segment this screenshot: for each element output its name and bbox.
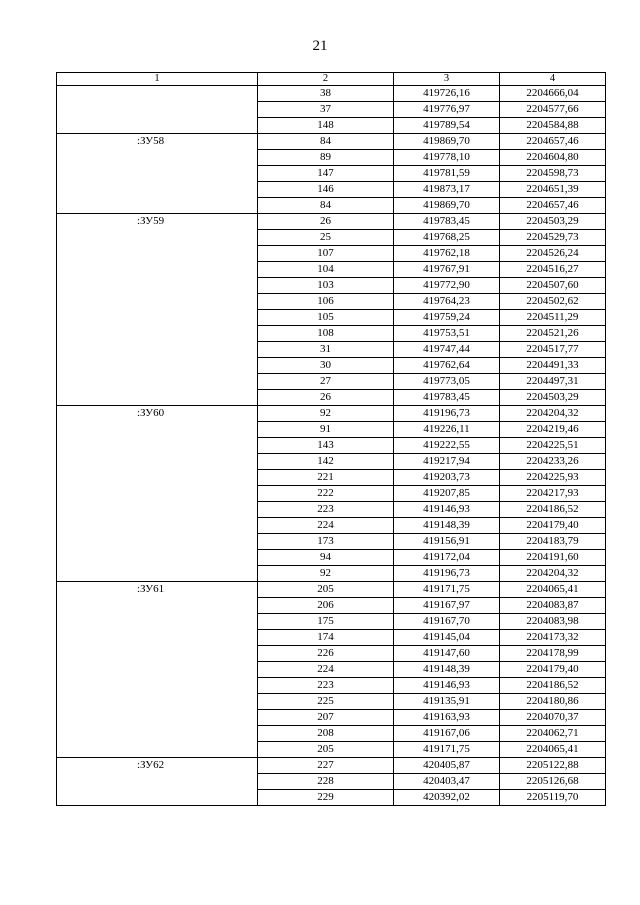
point-number-cell: 147 — [258, 166, 394, 182]
y-coordinate-cell: 2204204,32 — [500, 406, 606, 422]
x-coordinate-cell: 419148,39 — [394, 518, 500, 534]
point-number-cell: 92 — [258, 566, 394, 582]
x-coordinate-cell: 419207,85 — [394, 486, 500, 502]
point-number-cell: 221 — [258, 470, 394, 486]
point-number-cell: 84 — [258, 198, 394, 214]
y-coordinate-cell: 2204598,73 — [500, 166, 606, 182]
point-number-cell: 205 — [258, 582, 394, 598]
y-coordinate-cell: 2204183,79 — [500, 534, 606, 550]
x-coordinate-cell: 419135,91 — [394, 694, 500, 710]
point-number-cell: 106 — [258, 294, 394, 310]
y-coordinate-cell: 2204191,60 — [500, 550, 606, 566]
y-coordinate-cell: 2204491,33 — [500, 358, 606, 374]
y-coordinate-cell: 2204178,99 — [500, 646, 606, 662]
x-coordinate-cell: 419171,75 — [394, 582, 500, 598]
y-coordinate-cell: 2204186,52 — [500, 678, 606, 694]
table-row — [57, 582, 606, 598]
y-coordinate-cell: 2204526,24 — [500, 246, 606, 262]
point-number-cell: 26 — [258, 214, 394, 230]
x-coordinate-cell: 419869,70 — [394, 134, 500, 150]
x-coordinate-cell: 419203,73 — [394, 470, 500, 486]
point-number-cell: 207 — [258, 710, 394, 726]
x-coordinate-cell: 419147,60 — [394, 646, 500, 662]
table-header-row — [57, 73, 606, 86]
y-coordinate-cell: 2204529,73 — [500, 230, 606, 246]
parcel-label — [57, 86, 258, 134]
point-number-cell: 173 — [258, 534, 394, 550]
point-number-cell: 94 — [258, 550, 394, 566]
table-body — [57, 86, 606, 806]
y-coordinate-cell: 2205119,70 — [500, 790, 606, 806]
x-coordinate-cell: 419163,93 — [394, 710, 500, 726]
point-number-cell: 223 — [258, 502, 394, 518]
table-row — [57, 134, 606, 150]
point-number-cell: 92 — [258, 406, 394, 422]
point-number-cell: 205 — [258, 742, 394, 758]
x-coordinate-cell: 420403,47 — [394, 774, 500, 790]
column-header-2: 2 — [258, 73, 394, 86]
x-coordinate-cell: 419753,51 — [394, 326, 500, 342]
x-coordinate-cell: 419156,91 — [394, 534, 500, 550]
point-number-cell: 91 — [258, 422, 394, 438]
point-number-cell: 103 — [258, 278, 394, 294]
x-coordinate-cell: 419226,11 — [394, 422, 500, 438]
y-coordinate-cell: 2204179,40 — [500, 518, 606, 534]
x-coordinate-cell: 419145,04 — [394, 630, 500, 646]
parcel-label: :ЗУ59 — [57, 214, 258, 406]
point-number-cell: 105 — [258, 310, 394, 326]
y-coordinate-cell: 2205122,88 — [500, 758, 606, 774]
y-coordinate-cell: 2204083,98 — [500, 614, 606, 630]
point-number-cell: 206 — [258, 598, 394, 614]
y-coordinate-cell: 2204516,27 — [500, 262, 606, 278]
y-coordinate-cell: 2204657,46 — [500, 198, 606, 214]
point-number-cell: 174 — [258, 630, 394, 646]
point-number-cell: 38 — [258, 86, 394, 102]
x-coordinate-cell: 419768,25 — [394, 230, 500, 246]
y-coordinate-cell: 2204657,46 — [500, 134, 606, 150]
point-number-cell: 25 — [258, 230, 394, 246]
point-number-cell: 227 — [258, 758, 394, 774]
point-number-cell: 84 — [258, 134, 394, 150]
x-coordinate-cell: 419781,59 — [394, 166, 500, 182]
point-number-cell: 108 — [258, 326, 394, 342]
x-coordinate-cell: 420392,02 — [394, 790, 500, 806]
y-coordinate-cell: 2204651,39 — [500, 182, 606, 198]
parcel-label: :ЗУ60 — [57, 406, 258, 582]
point-number-cell: 27 — [258, 374, 394, 390]
point-number-cell: 31 — [258, 342, 394, 358]
point-number-cell: 142 — [258, 454, 394, 470]
y-coordinate-cell: 2204577,66 — [500, 102, 606, 118]
y-coordinate-cell: 2204521,26 — [500, 326, 606, 342]
y-coordinate-cell: 2204507,60 — [500, 278, 606, 294]
table-row — [57, 86, 606, 102]
y-coordinate-cell: 2204502,62 — [500, 294, 606, 310]
column-header-4: 4 — [500, 73, 606, 86]
point-number-cell: 107 — [258, 246, 394, 262]
point-number-cell: 30 — [258, 358, 394, 374]
page-number: 21 — [312, 38, 328, 54]
x-coordinate-cell: 419869,70 — [394, 198, 500, 214]
y-coordinate-cell: 2204083,87 — [500, 598, 606, 614]
x-coordinate-cell: 419773,05 — [394, 374, 500, 390]
point-number-cell: 226 — [258, 646, 394, 662]
point-number-cell: 229 — [258, 790, 394, 806]
x-coordinate-cell: 419196,73 — [394, 406, 500, 422]
x-coordinate-cell: 419167,70 — [394, 614, 500, 630]
point-number-cell: 223 — [258, 678, 394, 694]
point-number-cell: 208 — [258, 726, 394, 742]
y-coordinate-cell: 2204503,29 — [500, 214, 606, 230]
point-number-cell: 146 — [258, 182, 394, 198]
x-coordinate-cell: 419172,04 — [394, 550, 500, 566]
point-number-cell: 224 — [258, 518, 394, 534]
y-coordinate-cell: 2204604,80 — [500, 150, 606, 166]
y-coordinate-cell: 2205126,68 — [500, 774, 606, 790]
y-coordinate-cell: 2204503,29 — [500, 390, 606, 406]
x-coordinate-cell: 419783,45 — [394, 390, 500, 406]
x-coordinate-cell: 419778,10 — [394, 150, 500, 166]
table-row — [57, 758, 606, 774]
y-coordinate-cell: 2204186,52 — [500, 502, 606, 518]
point-number-cell: 26 — [258, 390, 394, 406]
x-coordinate-cell: 419762,18 — [394, 246, 500, 262]
y-coordinate-cell: 2204065,41 — [500, 742, 606, 758]
y-coordinate-cell: 2204179,40 — [500, 662, 606, 678]
y-coordinate-cell: 2204497,31 — [500, 374, 606, 390]
y-coordinate-cell: 2204666,04 — [500, 86, 606, 102]
y-coordinate-cell: 2204204,32 — [500, 566, 606, 582]
point-number-cell: 89 — [258, 150, 394, 166]
x-coordinate-cell: 419789,54 — [394, 118, 500, 134]
table-row — [57, 214, 606, 230]
point-number-cell: 222 — [258, 486, 394, 502]
y-coordinate-cell: 2204070,37 — [500, 710, 606, 726]
point-number-cell: 143 — [258, 438, 394, 454]
y-coordinate-cell: 2204584,88 — [500, 118, 606, 134]
point-number-cell: 228 — [258, 774, 394, 790]
x-coordinate-cell: 419146,93 — [394, 502, 500, 518]
x-coordinate-cell: 419759,24 — [394, 310, 500, 326]
x-coordinate-cell: 419167,97 — [394, 598, 500, 614]
x-coordinate-cell: 419772,90 — [394, 278, 500, 294]
x-coordinate-cell: 419776,97 — [394, 102, 500, 118]
x-coordinate-cell: 419167,06 — [394, 726, 500, 742]
x-coordinate-cell: 419764,23 — [394, 294, 500, 310]
coordinates-table — [56, 72, 606, 806]
x-coordinate-cell: 419222,55 — [394, 438, 500, 454]
point-number-cell: 37 — [258, 102, 394, 118]
point-number-cell: 175 — [258, 614, 394, 630]
x-coordinate-cell: 419217,94 — [394, 454, 500, 470]
y-coordinate-cell: 2204065,41 — [500, 582, 606, 598]
point-number-cell: 104 — [258, 262, 394, 278]
x-coordinate-cell: 419747,44 — [394, 342, 500, 358]
y-coordinate-cell: 2204173,32 — [500, 630, 606, 646]
x-coordinate-cell: 419171,75 — [394, 742, 500, 758]
x-coordinate-cell: 419148,39 — [394, 662, 500, 678]
parcel-label: :ЗУ62 — [57, 758, 258, 806]
parcel-label: :ЗУ58 — [57, 134, 258, 214]
y-coordinate-cell: 2204225,93 — [500, 470, 606, 486]
point-number-cell: 225 — [258, 694, 394, 710]
y-coordinate-cell: 2204180,86 — [500, 694, 606, 710]
x-coordinate-cell: 419767,91 — [394, 262, 500, 278]
column-header-3: 3 — [394, 73, 500, 86]
x-coordinate-cell: 419726,16 — [394, 86, 500, 102]
x-coordinate-cell: 419783,45 — [394, 214, 500, 230]
parcel-label: :ЗУ61 — [57, 582, 258, 758]
x-coordinate-cell: 419873,17 — [394, 182, 500, 198]
y-coordinate-cell: 2204511,29 — [500, 310, 606, 326]
y-coordinate-cell: 2204062,71 — [500, 726, 606, 742]
point-number-cell: 224 — [258, 662, 394, 678]
y-coordinate-cell: 2204233,26 — [500, 454, 606, 470]
x-coordinate-cell: 419762,64 — [394, 358, 500, 374]
y-coordinate-cell: 2204517,77 — [500, 342, 606, 358]
column-header-1: 1 — [57, 73, 258, 86]
y-coordinate-cell: 2204219,46 — [500, 422, 606, 438]
x-coordinate-cell: 419196,73 — [394, 566, 500, 582]
point-number-cell: 148 — [258, 118, 394, 134]
y-coordinate-cell: 2204217,93 — [500, 486, 606, 502]
y-coordinate-cell: 2204225,51 — [500, 438, 606, 454]
x-coordinate-cell: 420405,87 — [394, 758, 500, 774]
table-row — [57, 406, 606, 422]
x-coordinate-cell: 419146,93 — [394, 678, 500, 694]
